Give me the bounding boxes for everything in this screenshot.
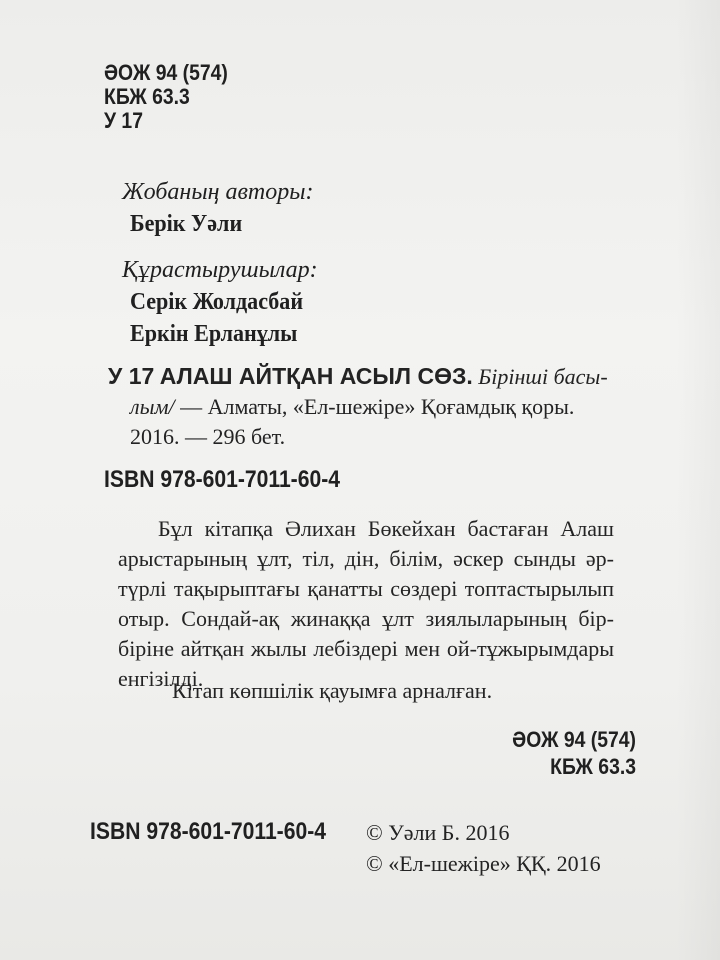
entry-line-1 — [108, 361, 608, 392]
annotation-line-4: отыр. Сондай-ақ жинаққа ұлт зиялыларының бір- — [118, 606, 614, 631]
project-author-name: Берік Уәли — [130, 211, 243, 237]
annotation-line-1: Бұл кітапқа Әлихан Бөкейхан бастаған Алаш — [158, 516, 614, 541]
entry-code: У 17 — [108, 363, 155, 389]
copyright-publisher: © «Ел-шежіре» ҚҚ. 2016 — [366, 851, 601, 876]
page-fold-shadow — [676, 0, 720, 960]
author-mark: У 17 — [104, 108, 143, 133]
book-title: АЛАШ АЙТҚАН АСЫЛ СӨЗ. — [159, 363, 473, 389]
bbk-code-bottom: КБЖ 63.3 — [550, 754, 636, 779]
project-author-block — [122, 176, 313, 240]
annotation-line-2: арыстарының ұлт, тіл, дін, білім, әскер сынды әр- — [118, 546, 614, 571]
udc-code-bottom: ӘОЖ 94 (574) — [512, 727, 636, 752]
compilers-role: Құрастырушылар: — [122, 257, 318, 283]
entry-line-3: 2016. — 296 бет. — [130, 424, 286, 449]
annotation-line-5: біріне айтқан жылы лебіздері мен ой-тұжырымдары — [118, 636, 614, 661]
edition-note-start: Бірінші басы- — [478, 364, 608, 389]
compiler-name-2: Еркін Ерланұлы — [130, 321, 298, 347]
annotation-line-6: енгізілді. — [118, 666, 204, 691]
publisher-line: — Алматы, «Ел-шежіре» Қоғамдық қоры. — [180, 394, 575, 419]
udc-code: ӘОЖ 94 (574) — [104, 60, 228, 85]
project-author-role: Жобаның авторы: — [122, 179, 314, 205]
compiler-name-1: Серік Жолдасбай — [130, 289, 304, 315]
copyright-author: © Уәли Б. 2016 — [366, 820, 510, 845]
isbn-main: ISBN 978-601-7011-60-4 — [104, 466, 340, 493]
isbn-footer: ISBN 978-601-7011-60-4 — [90, 818, 326, 845]
annotation-paragraph — [118, 514, 614, 694]
catalog-codes-top — [104, 61, 228, 133]
annotation-line-3: түрлі тақырыптағы қанатты сөздері топтастырылып — [118, 576, 614, 601]
edition-note-end: лым/ — [130, 394, 175, 419]
catalog-codes-bottom — [472, 726, 636, 780]
bibliographic-entry — [108, 361, 608, 452]
compilers-block — [122, 254, 318, 350]
entry-line-2 — [108, 392, 608, 422]
bbk-code: КБЖ 63.3 — [104, 84, 190, 109]
audience-note: Кітап көпшілік қауымға арналған. — [172, 678, 493, 703]
